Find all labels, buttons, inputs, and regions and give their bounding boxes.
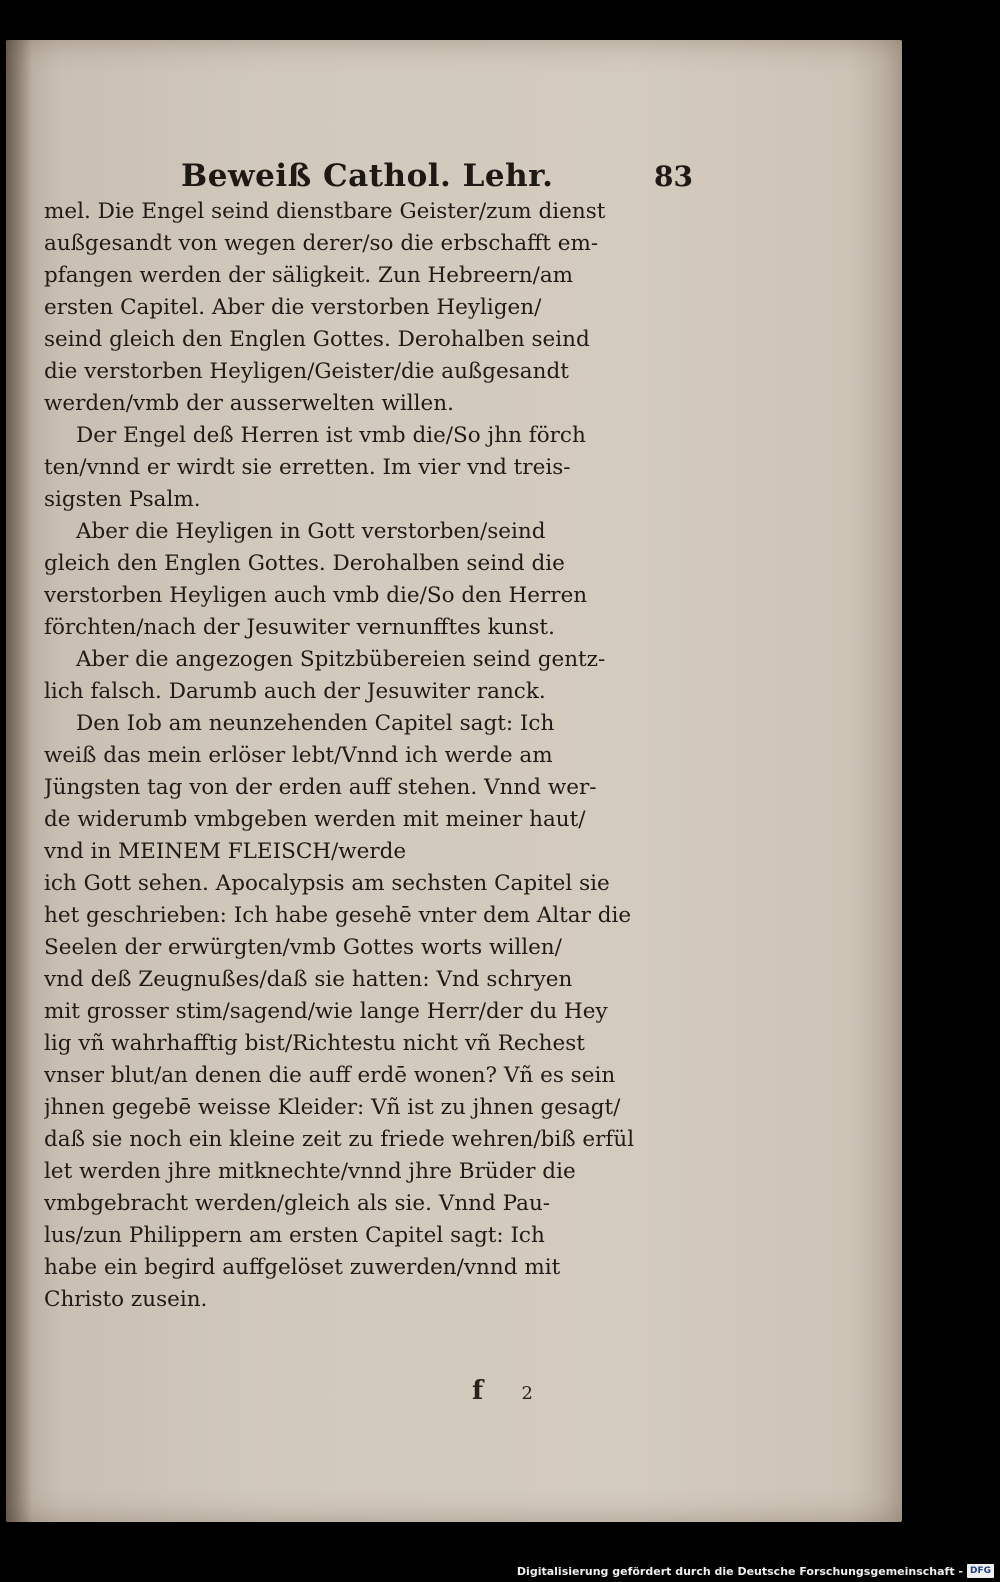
text-line: habe ein begird auffgelöset zuwerden/vnnd mit [44, 1255, 561, 1280]
text-line: vmbgebracht werden/gleich als sie. Vnnd Pau- [44, 1191, 551, 1216]
text-line: Aber die Heyligen in Gott verstorben/seind [76, 519, 546, 544]
signature-mark [472, 1376, 533, 1406]
text-line: let werden jhre mitknechte/vnnd jhre Brüder die [44, 1159, 576, 1184]
text-line: lich falsch. Darumb auch der Jesuwiter ranck. [44, 679, 546, 704]
text-line: ten/vnnd er wirdt sie erretten. Im vier vnd treis- [44, 455, 571, 480]
body-text [44, 196, 684, 1316]
credit-text: Digitalisierung gefördert durch die Deutsche Forschungsgemeinschaft - [516, 1564, 963, 1578]
text-line: außgesandt von wegen derer/so die erbschafft em- [44, 231, 599, 256]
text-line: mit grosser stim/sagend/wie lange Herr/der du Hey [44, 999, 608, 1024]
text-line: Seelen der erwürgten/vmb Gottes worts willen/ [44, 935, 562, 960]
text-line: die verstorben Heyligen/Geister/die außgesandt [44, 359, 569, 384]
text-line: gleich den Englen Gottes. Derohalben seind die [44, 551, 565, 576]
digitization-credit [517, 1560, 994, 1582]
running-head: Beweiß Cathol. Lehr. [181, 158, 554, 194]
text-line: Jüngsten tag von der erden auff stehen. Vnnd wer- [44, 775, 597, 800]
text-line: sigsten Psalm. [44, 487, 201, 512]
text-line: vnd in MEINEM FLEISCH/werde [44, 839, 407, 864]
book-page-scan [6, 40, 902, 1522]
text-line: Aber die angezogen Spitzbübereien seind gentz- [76, 647, 606, 672]
text-line: de widerumb vmbgeben werden mit meiner haut/ [44, 807, 586, 832]
text-line: daß sie noch ein kleine zeit zu friede wehren/biß erfül [44, 1127, 635, 1152]
text-line: Der Engel deß Herren ist vmb die/So jhn förch [76, 423, 586, 448]
dfg-logo: DFG [967, 1564, 994, 1578]
gutter-shadow [6, 40, 32, 1522]
text-line: seind gleich den Englen Gottes. Derohalben seind [44, 327, 590, 352]
text-line: vnd deß Zeugnußes/daß sie hatten: Vnd schryen [44, 967, 573, 992]
signature-number: 2 [521, 1383, 533, 1404]
text-line: verstorben Heyligen auch vmb die/So den Herren [44, 583, 588, 608]
page-number: 83 [654, 160, 693, 193]
text-line: weiß das mein erlöser lebt/Vnnd ich werde am [44, 743, 553, 768]
text-line: Den Iob am neunzehenden Capitel sagt: Ich [76, 711, 555, 736]
text-line: vnser blut/an denen die auff erdē wonen? Vñ es sein [44, 1063, 616, 1088]
text-line: lig vñ wahrhafftig bist/Richtestu nicht vñ Rechest [44, 1031, 585, 1056]
text-line: jhnen gegebē weisse Kleider: Vñ ist zu jhnen gesagt/ [44, 1095, 621, 1120]
text-line: Christo zusein. [44, 1287, 208, 1312]
text-line: lus/zun Philippern am ersten Capitel sagt: Ich [44, 1223, 545, 1248]
text-line: ich Gott sehen. Apocalypsis am sechsten Capitel sie [44, 871, 610, 896]
text-line: werden/vmb der ausserwelten willen. [44, 391, 454, 416]
signature-letter: f [472, 1376, 484, 1406]
text-line: pfangen werden der säligkeit. Zun Hebreern/am [44, 263, 574, 288]
text-line: ersten Capitel. Aber die verstorben Heyligen/ [44, 295, 542, 320]
text-line: mel. Die Engel seind dienstbare Geister/zum dienst [44, 199, 606, 224]
text-line: förchten/nach der Jesuwiter vernunfftes kunst. [44, 615, 555, 640]
text-line: het geschrieben: Ich habe gesehē vnter dem Altar die [44, 903, 632, 928]
